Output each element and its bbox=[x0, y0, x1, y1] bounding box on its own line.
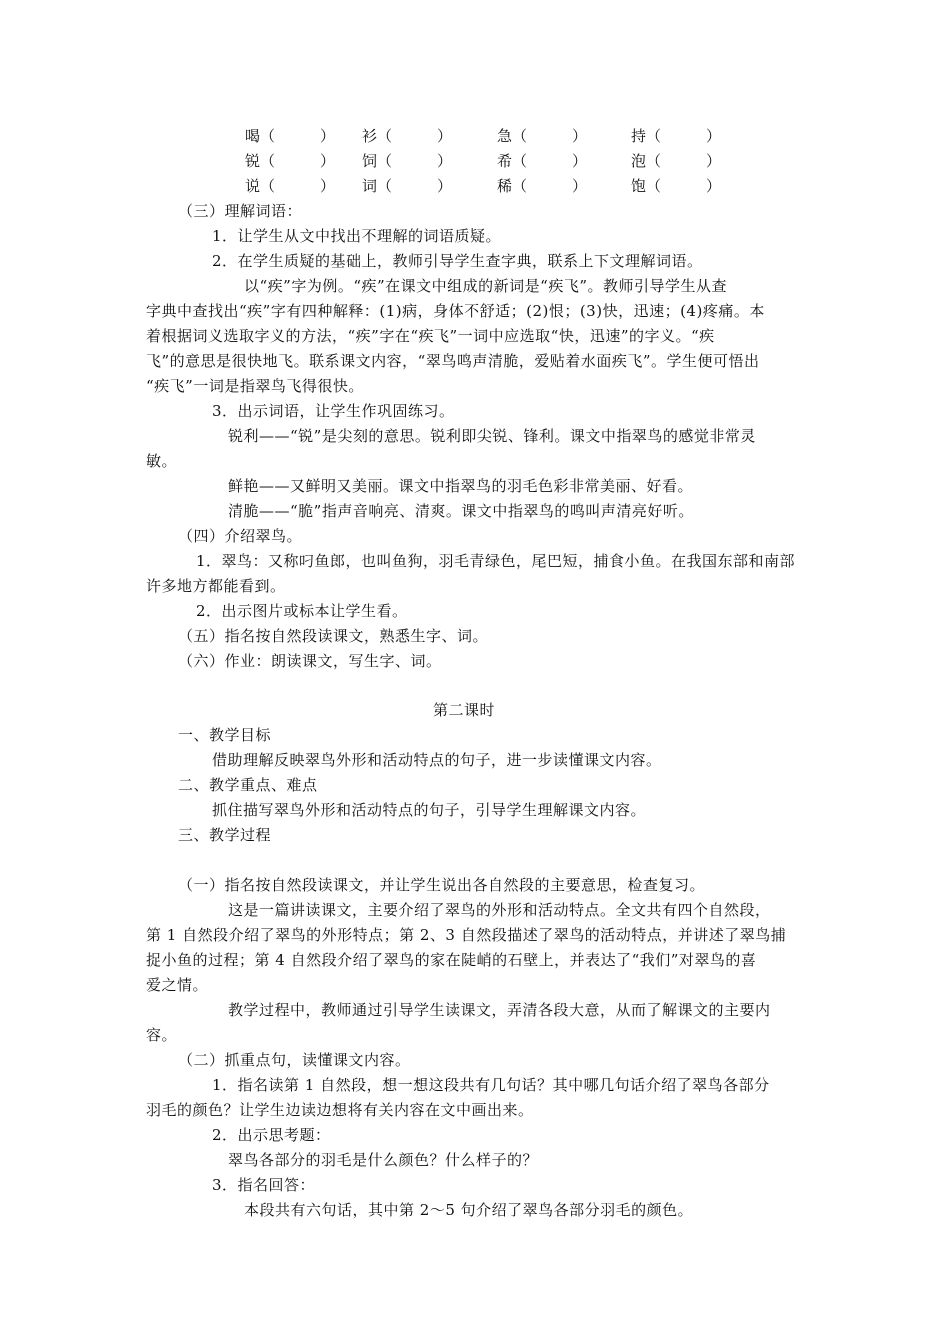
text-line: 借助理解反映翠鸟外形和活动特点的句子，进一步读懂课文内容。 bbox=[212, 751, 662, 769]
section-heading: （二）抓重点句，读懂课文内容。 bbox=[178, 1051, 411, 1069]
char-cell: 词（ ） bbox=[362, 177, 453, 195]
text-line: 这是一篇讲读课文，主要介绍了翠鸟的外形和活动特点。全文共有四个自然段， bbox=[228, 901, 771, 919]
char-cell: 稀（ ） bbox=[497, 177, 588, 195]
text-line: 锐利——“锐”是尖刻的意思。锐利即尖锐、锋利。课文中指翠鸟的感觉非常灵 bbox=[228, 427, 756, 445]
text-line: 爱之情。 bbox=[146, 976, 209, 994]
text-line: 许多地方都能看到。 bbox=[146, 577, 286, 595]
text-line: 3．指名回答： bbox=[212, 1176, 316, 1194]
text-line: 本段共有六句话，其中第 2～5 句介绍了翠鸟各部分羽毛的颜色。 bbox=[244, 1201, 694, 1219]
text-line: 第 1 自然段介绍了翠鸟的外形特点；第 2、3 自然段描述了翠鸟的活动特点，并讲述了翠鸟捕 bbox=[146, 926, 787, 944]
section-heading: （六）作业：朗读课文，写生字、词。 bbox=[178, 652, 442, 670]
text-line: 羽毛的颜色？让学生边读边想将有关内容在文中画出来。 bbox=[146, 1101, 534, 1119]
char-cell: 锐（ ） bbox=[245, 152, 336, 170]
section-heading: 二、教学重点、难点 bbox=[178, 776, 318, 794]
section-heading: （五）指名按自然段读课文，熟悉生字、词。 bbox=[178, 627, 489, 645]
text-line: 容。 bbox=[146, 1026, 178, 1044]
section-heading: （一）指名按自然段读课文，并让学生说出各自然段的主要意思，检查复习。 bbox=[178, 876, 706, 894]
text-line: 教学过程中，教师通过引导学生读课文，弄清各段大意，从而了解课文的主要内 bbox=[228, 1001, 771, 1019]
text-line: 清脆——“脆”指声音响亮、清爽。课文中指翠鸟的鸣叫声清亮好听。 bbox=[228, 502, 694, 520]
char-cell: 喝（ ） bbox=[245, 127, 336, 145]
char-cell: 持（ ） bbox=[631, 127, 722, 145]
text-line: “疾飞”一词是指翠鸟飞得很快。 bbox=[146, 377, 364, 395]
section-heading: （四）介绍翠鸟。 bbox=[178, 527, 303, 545]
text-line: 2．在学生质疑的基础上，教师引导学生查字典，联系上下文理解词语。 bbox=[212, 252, 703, 270]
char-cell: 急（ ） bbox=[497, 127, 588, 145]
text-line: 1．让学生从文中找出不理解的词语质疑。 bbox=[212, 227, 502, 245]
text-line: 2．出示思考题： bbox=[212, 1126, 331, 1144]
text-line: 敏。 bbox=[146, 452, 178, 470]
char-cell: 衫（ ） bbox=[362, 127, 453, 145]
char-cell: 希（ ） bbox=[497, 152, 588, 170]
text-line: 字典中查找出“疾”字有四种解释：(1)病，身体不舒适；(2)恨；(3)快，迅速；(4)疼痛。本 bbox=[146, 302, 765, 320]
text-line: 翠鸟各部分的羽毛是什么颜色？什么样子的？ bbox=[228, 1151, 539, 1169]
text-line: 飞”的意思是很快地飞。联系课文内容，“翠鸟鸣声清脆，爱贴着水面疾飞”。学生便可悟出 bbox=[146, 352, 760, 370]
char-cell: 泡（ ） bbox=[631, 152, 722, 170]
text-line: 2．出示图片或标本让学生看。 bbox=[196, 602, 408, 620]
char-cell: 说（ ） bbox=[245, 177, 336, 195]
char-cell: 饲（ ） bbox=[362, 152, 453, 170]
text-line: 着根据词义选取字义的方法，“疾”字在“疾飞”一词中应选取“快，迅速”的字义。“疾 bbox=[146, 327, 715, 345]
section-heading: 一、教学目标 bbox=[178, 726, 272, 744]
lesson-title: 第二课时 bbox=[433, 701, 496, 719]
text-line: 1．指名读第 1 自然段，想一想这段共有几句话？其中哪几句话介绍了翠鸟各部分 bbox=[212, 1076, 770, 1094]
text-line: 鲜艳——又鲜明又美丽。课文中指翠鸟的羽毛色彩非常美丽、好看。 bbox=[228, 477, 694, 495]
text-line: 抓住描写翠鸟外形和活动特点的句子，引导学生理解课文内容。 bbox=[212, 801, 647, 819]
text-line: 以“疾”字为例。“疾”在课文中组成的新词是“疾飞”。教师引导学生从查 bbox=[244, 277, 728, 295]
text-line: 3．出示词语，让学生作巩固练习。 bbox=[212, 402, 455, 420]
text-line: 捉小鱼的过程；第 4 自然段介绍了翠鸟的家在陡峭的石壁上，并表达了“我们”对翠鸟的喜 bbox=[146, 951, 757, 969]
section-heading: 三、教学过程 bbox=[178, 826, 272, 844]
section-heading: （三）理解词语： bbox=[178, 202, 303, 220]
char-cell: 饱（ ） bbox=[631, 177, 722, 195]
text-line: 1．翠鸟：又称叼鱼郎，也叫鱼狗，羽毛青绿色，尾巴短，捕食小鱼。在我国东部和南部 bbox=[196, 552, 796, 570]
